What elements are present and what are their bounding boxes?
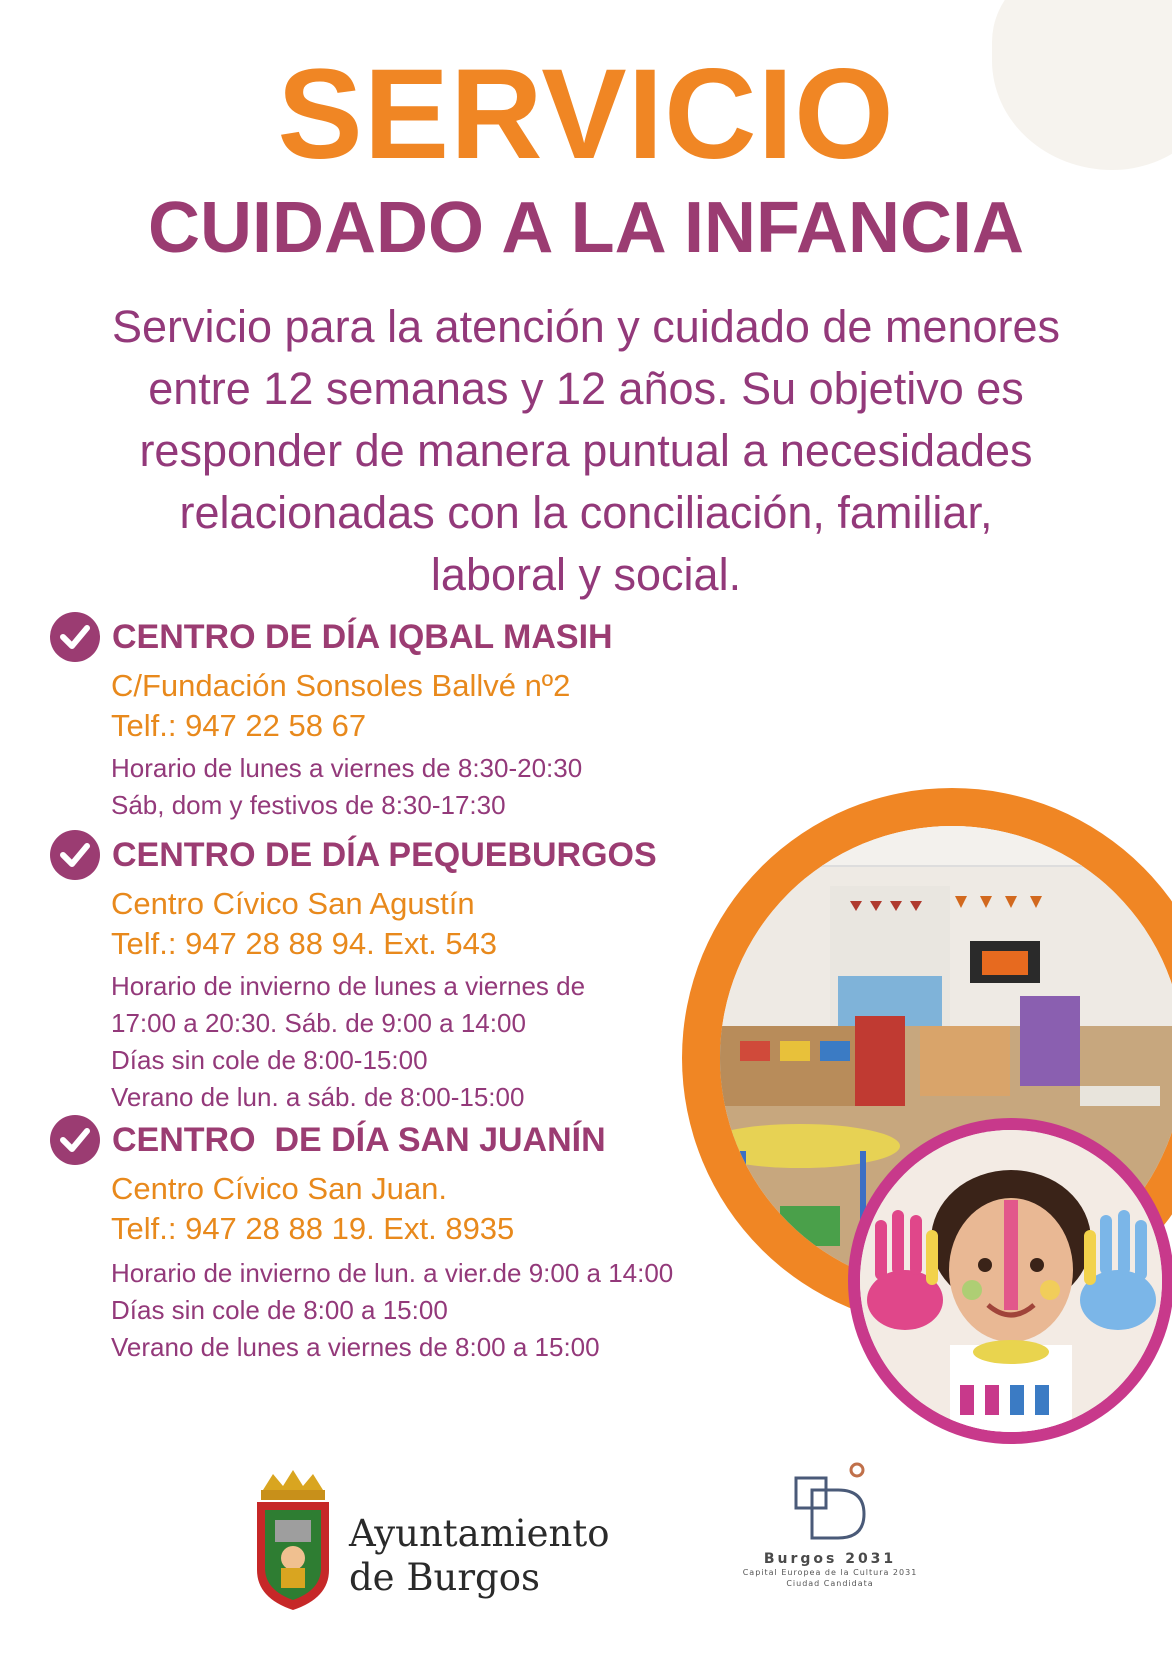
center-name: CENTRO DE DÍA IQBAL MASIH xyxy=(112,617,613,656)
center-phone: Telf.: 947 28 88 94. Ext. 543 xyxy=(111,926,498,961)
burgos-2031-mark xyxy=(780,1460,880,1544)
intro-line: relacionadas con la conciliación, familiar, xyxy=(179,487,993,538)
intro-line: responder de manera puntual a necesidades xyxy=(139,425,1033,476)
center-phone: Telf.: 947 28 88 19. Ext. 8935 xyxy=(111,1211,515,1246)
center-schedule-line: Sáb, dom y festivos de 8:30-17:30 xyxy=(111,790,506,820)
center-schedule-line: Horario de invierno de lunes a viernes de xyxy=(111,971,586,1001)
center-heading xyxy=(50,830,657,880)
intro-paragraph xyxy=(30,296,1142,606)
intro-line: laboral y social. xyxy=(430,549,742,600)
center-details xyxy=(111,1169,673,1366)
center-schedule-line: Días sin cole de 8:00 a 15:00 xyxy=(111,1295,448,1325)
center-address: Centro Cívico San Juan. xyxy=(111,1171,448,1206)
center-schedule-line: Verano de lun. a sáb. de 8:00-15:00 xyxy=(111,1082,525,1112)
center-address: Centro Cívico San Agustín xyxy=(111,886,475,921)
burgos-2031-tagline: Capital Europea de la Cultura 2031 xyxy=(742,1568,918,1577)
burgos-coat-of-arms xyxy=(253,1470,333,1615)
check-circle-icon xyxy=(50,1115,100,1165)
center-heading xyxy=(50,1115,673,1165)
intro-line: Servicio para la atención y cuidado de menores xyxy=(111,301,1061,352)
center-pequeburgos xyxy=(50,830,657,1116)
ayuntamiento-line: Ayuntamiento xyxy=(349,1512,610,1555)
child-photo-frame xyxy=(848,1118,1172,1444)
center-schedule-line: Verano de lunes a viernes de 8:00 a 15:00 xyxy=(111,1332,600,1362)
burgos-2031-title: Burgos 2031 xyxy=(763,1551,897,1567)
center-san-juanin xyxy=(50,1115,673,1366)
center-phone: Telf.: 947 22 58 67 xyxy=(111,708,367,743)
center-heading xyxy=(50,612,613,662)
page-title: SERVICIO xyxy=(277,43,895,186)
center-schedule-line: Días sin cole de 8:00-15:00 xyxy=(111,1045,428,1075)
center-name: CENTRO DE DÍA SAN JUANÍN xyxy=(112,1120,606,1159)
check-circle-icon xyxy=(50,612,100,662)
check-circle-icon xyxy=(50,830,100,880)
center-schedule-line: Horario de invierno de lun. a vier.de 9:00 a 14:00 xyxy=(111,1258,674,1288)
center-details xyxy=(111,884,657,1116)
center-iqbal-masih xyxy=(50,612,613,824)
center-schedule-line: 17:00 a 20:30. Sáb. de 9:00 a 14:00 xyxy=(111,1008,526,1038)
center-name: CENTRO DE DÍA PEQUEBURGOS xyxy=(112,835,657,874)
center-details xyxy=(111,666,613,824)
ayuntamiento-name xyxy=(349,1512,610,1600)
center-address: C/Fundación Sonsoles Ballvé nº2 xyxy=(111,668,571,703)
ayuntamiento-line: de Burgos xyxy=(349,1556,540,1599)
burgos-2031-candidate: Ciudad Candidata xyxy=(786,1579,874,1588)
intro-line: entre 12 semanas y 12 años. Su objetivo es xyxy=(148,363,1024,414)
burgos-2031-logo xyxy=(730,1460,930,1589)
center-schedule-line: Horario de lunes a viernes de 8:30-20:30 xyxy=(111,753,583,783)
child-photo xyxy=(860,1130,1162,1432)
page-subtitle: CUIDADO A LA INFANCIA xyxy=(148,188,1024,268)
